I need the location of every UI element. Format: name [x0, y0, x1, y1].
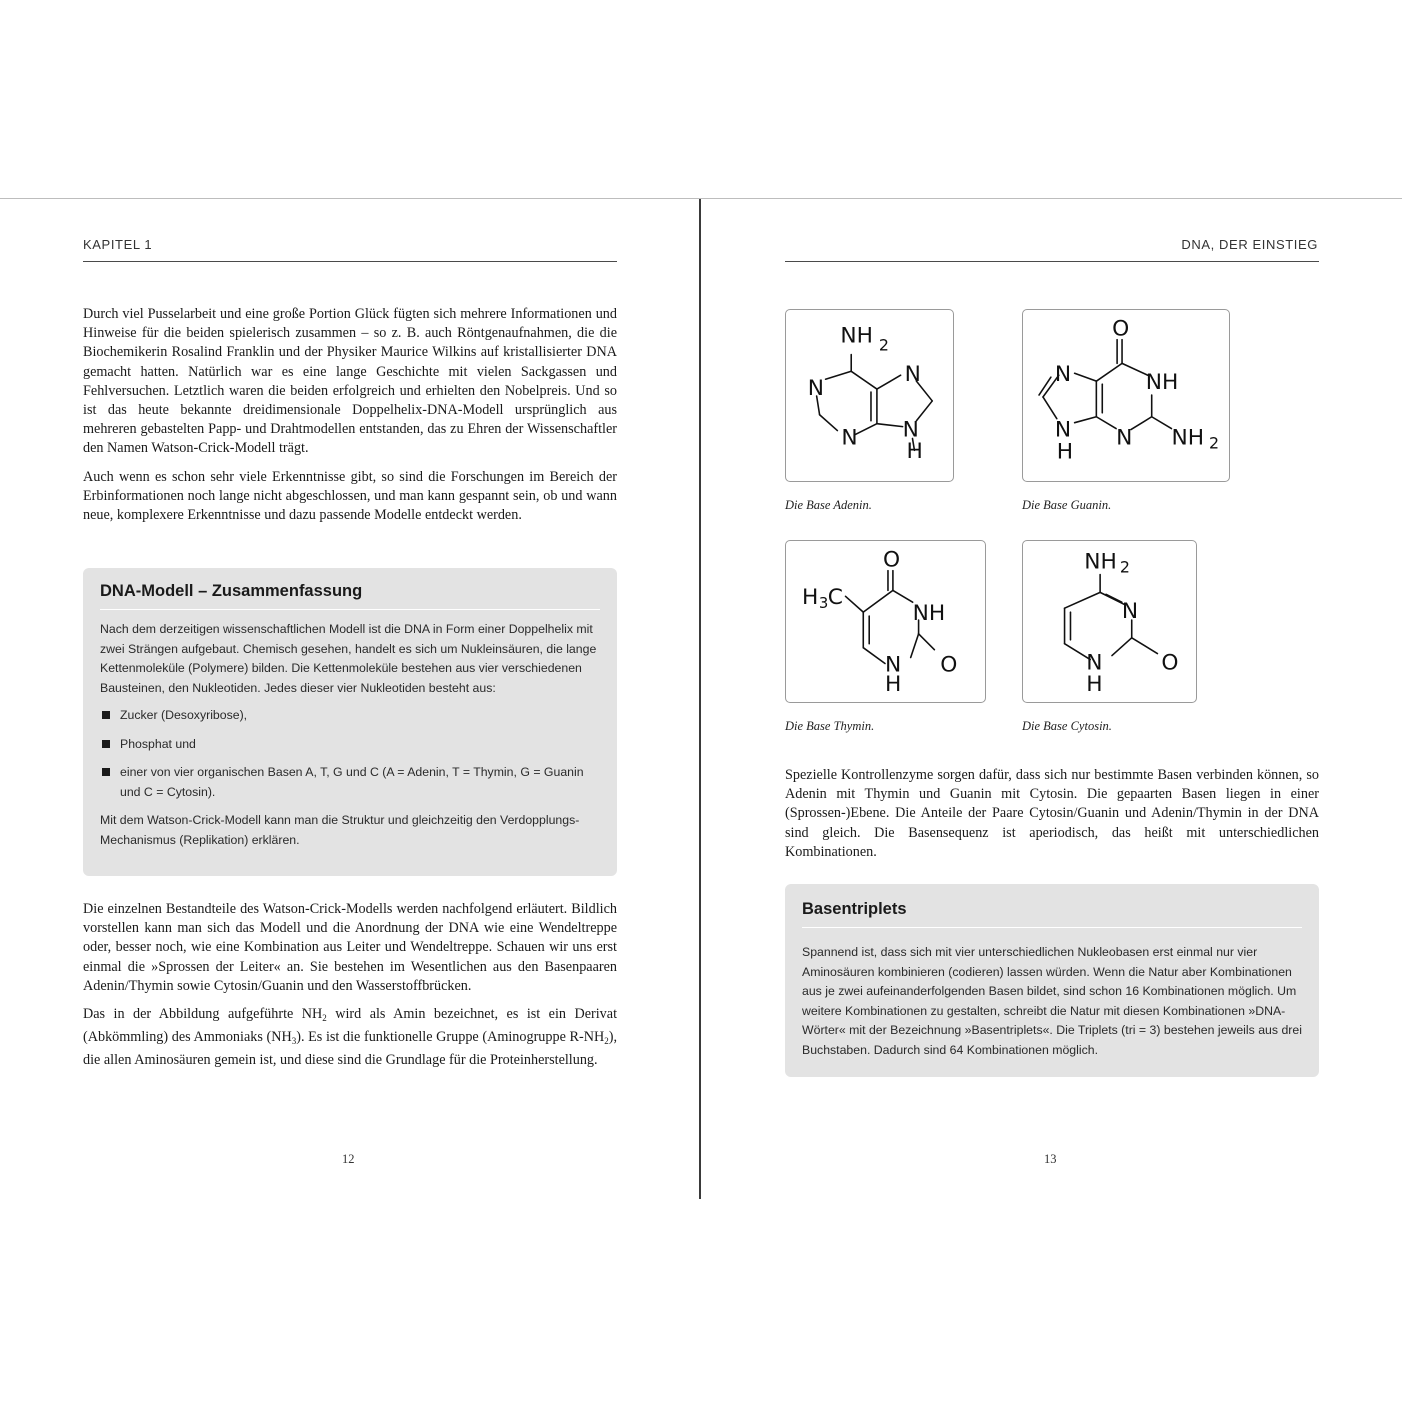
adenine-caption: Die Base Adenin. [785, 498, 872, 512]
list-item-text: Phosphat und [120, 736, 196, 751]
svg-text:NH: NH [1084, 549, 1117, 575]
svg-text:NH: NH [912, 601, 946, 627]
summary-intro: Nach dem derzeitigen wissenschaftlichen Modell ist die DNA in Form einer Doppelhelix mit zwei Strängen aufgebaut. Chemisch gesehen, handelt es sich um Nukleinsäuren, die lange Kettenmoleküle (Polymere) bilden. Die Kettenmoleküle bestehen aus vier verschiedenen Bausteinen, den Nukleotiden. Jedes dieser vier Nukleotiden besteht aus: [100, 622, 597, 695]
svg-text:2: 2 [878, 335, 889, 355]
cytosine-molecule-icon [1023, 541, 1196, 702]
svg-text:H: H [802, 585, 819, 611]
paragraph: Die einzelnen Bestandteile des Watson-Crick-Modells werden nachfolgend erläutert. Bildlich vorstellen kann man sich das Modell und die Anordnung der DNA wie eine Wendeltreppe oder, besser noch, wie eine Kombination aus Leiter und Wendeltreppe. Schauen wir uns erst einmal die »Sprossen der Leiter« an. Sie bestehen im Wesentlichen aus den Basenpaaren Adenin/Thymin sowie Cytosin/Guanin und den Wasserstoffbrücken. [83, 901, 617, 994]
thymine-molecule-icon [786, 541, 985, 702]
svg-text:N: N [1054, 417, 1072, 443]
adenine-molecule-icon [786, 310, 953, 481]
svg-text:O: O [1161, 650, 1179, 676]
svg-text:O: O [883, 547, 901, 573]
square-bullet-icon [102, 711, 110, 719]
svg-text:NH: NH [1171, 425, 1205, 451]
svg-text:N: N [885, 652, 902, 678]
paragraph-amine: Das in der Abbildung aufgeführte $NH_2$ wird als Amin bezeichnet, es ist ein Derivat (Abkömmling) des Ammoniaks $(NH_3)$. Es ist die funktionelle Gruppe (Aminogruppe $R-NH_2$), die allen Aminosäuren gemein ist, und diese sind die Grundlage für die Proteinherstellung. [83, 1006, 618, 1069]
svg-text:N: N [1121, 599, 1139, 625]
svg-text:N: N [807, 376, 824, 402]
list-item-text: Zucker (Desoxyribose), [120, 708, 248, 722]
svg-text:H: H [1086, 672, 1103, 698]
svg-text:O: O [1112, 316, 1130, 342]
cytosine-caption: Die Base Cytosin. [1022, 719, 1112, 733]
svg-text:N: N [841, 425, 858, 451]
triplets-box-title: Basentriplets [802, 900, 1302, 928]
page-top-edge [0, 198, 1402, 199]
paragraph: Durch viel Pusselarbeit und eine große Portion Glück fügten sich mehrere Informationen und Hinweise für die beiden spielerisch zusammen – so z. B. auch Röntgenaufnahmen, die die Biochemikerin Rosalind Franklin und der Physiker Maurice Wilkins auf kristallisierter DNA gemacht hatten. Natürlich war es eine lange Geschichte mit vielen Sackgassen und Fehlversuchen. Letztlich waren die beiden erfolgreich und erhielten den Nobelpreis. Und so ist das heute bekannte dreidimensionale Doppelhelix-DNA-Modell ursprünglich aus mehreren gebastelten Papp- und Drahtmodellen entstanden, das zu Ehren der Wissenschaftler den Namen Watson-Crick-Modell trägt. [83, 306, 617, 457]
book-spine [699, 199, 701, 1199]
svg-text:C: C [827, 585, 843, 611]
svg-text:NH: NH [840, 323, 873, 349]
summary-outro: Mit dem Watson-Crick-Modell kann man die Struktur und gleichzeitig den Verdopplungs-Mechanismus (Replikation) erklären. [100, 813, 580, 847]
cytosine-structure-figure [1022, 540, 1197, 703]
svg-text:H: H [885, 672, 902, 698]
list-item-text: einer von vier organischen Basen A, T, G und C (A = Adenin, T = Thymin, G = Guanin und C = Cytosin). [120, 765, 584, 799]
svg-text:3: 3 [818, 595, 829, 613]
summary-box [83, 568, 617, 876]
summary-list [100, 706, 600, 802]
svg-text:H: H [1056, 439, 1074, 465]
svg-text:N: N [1086, 650, 1103, 676]
thymine-structure-figure [785, 540, 986, 703]
list-item [100, 735, 600, 755]
svg-text:2: 2 [1209, 433, 1220, 453]
page-number-left: 12 [342, 1152, 355, 1166]
guanine-caption: Die Base Guanin. [1022, 498, 1112, 512]
paragraph: Spezielle Kontrollenzyme sorgen dafür, dass sich nur bestimmte Basen verbinden können, so Adenin mit Thymin und Guanin mit Cytosin. Die gepaarten Basen liegen in einer (Sprossen-)Ebene. Die Anteile der Paare Cytosin/Guanin und Adenin/Thymin in der DNA sind gleich. Die Basensequenz ist aperiodisch, das heißt mit unterschiedlichen Kombinationen. [785, 767, 1319, 860]
svg-text:N: N [1054, 362, 1072, 388]
paragraph: Auch wenn es schon sehr viele Erkenntnisse gibt, so sind die Forschungen im Bereich der Erbinformationen noch lange nicht abgeschlossen, und man kann gespannt sein, ob und wann neue, komplexere Erkenntnisse und dazu passende Modelle entdeckt werden. [83, 468, 617, 524]
running-head-left: KAPITEL 1 [83, 237, 153, 252]
svg-text:2: 2 [1119, 557, 1130, 577]
guanine-molecule-icon [1023, 310, 1229, 481]
page-number-right: 13 [1044, 1152, 1057, 1166]
left-body-bottom [83, 900, 617, 1080]
thymine-caption: Die Base Thymin. [785, 719, 875, 733]
guanine-structure-figure [1022, 309, 1230, 482]
svg-text:H: H [906, 439, 923, 465]
running-head-right: DNA, DER EINSTIEG [1181, 237, 1318, 252]
svg-text:N: N [904, 362, 921, 388]
svg-text:N: N [1116, 425, 1133, 451]
left-body-top [83, 305, 617, 534]
summary-box-body [100, 620, 600, 850]
list-item [100, 706, 600, 726]
adenine-structure-figure [785, 309, 954, 482]
square-bullet-icon [102, 740, 110, 748]
triplets-box-text: Spannend ist, dass sich mit vier unterschiedlichen Nukleobasen erst einmal nur vier Aminosäuren kombinieren (codieren) lassen würden. Wenn die Natur aber Kombinationen aus je zwei aufeinanderfolgenden Basen bildet, sind schon 16 Kombinationen möglich. Um weitere Kombinationen zu gestalten, schreibt die Natur mit diesen Kombinationen »DNA-Wörter« mit der Bezeichnung »Basentriplets«. Die Triplets (tri = 3) bestehen jeweils aus drei Buchstaben. Dadurch sind 64 Kombinationen möglich. [802, 945, 1302, 1057]
square-bullet-icon [102, 768, 110, 776]
header-rule-left [83, 261, 617, 262]
triplets-box [785, 884, 1319, 1077]
summary-box-title: DNA-Modell – Zusammenfassung [100, 582, 600, 610]
header-rule-right [785, 261, 1319, 262]
right-body [785, 766, 1319, 871]
svg-text:O: O [940, 652, 958, 678]
svg-text:NH: NH [1145, 370, 1179, 396]
list-item [100, 763, 600, 802]
svg-text:N: N [902, 417, 919, 443]
